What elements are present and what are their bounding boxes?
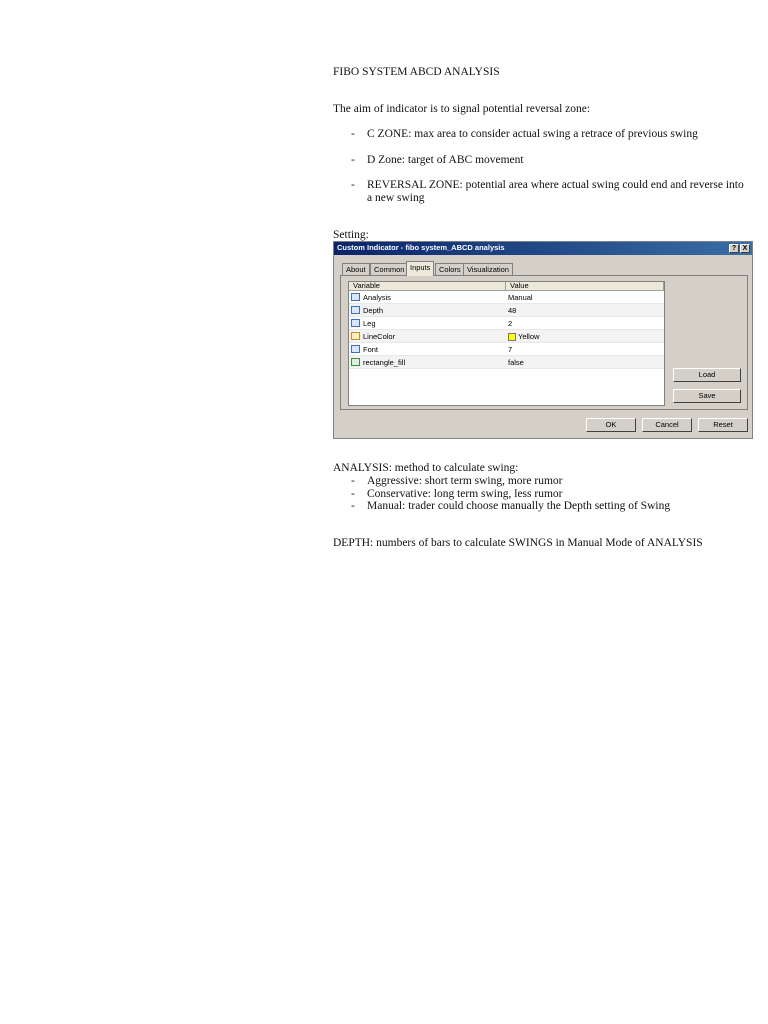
bullet-dash: - <box>351 154 355 166</box>
input-row-font[interactable] <box>349 343 664 356</box>
tab-colors[interactable]: Colors <box>435 263 465 275</box>
input-name: LineColor <box>363 332 396 341</box>
column-header-value[interactable]: Value <box>506 282 664 291</box>
color-name: Yellow <box>518 332 540 341</box>
input-name: Leg <box>363 319 376 328</box>
load-button[interactable]: Load <box>673 368 741 382</box>
input-value-color[interactable] <box>508 332 539 341</box>
input-row-linecolor[interactable] <box>349 330 664 343</box>
color-swatch-icon <box>508 333 516 341</box>
bullet-dash: - <box>351 128 355 140</box>
dialog-titlebar[interactable] <box>334 242 752 255</box>
input-name: Analysis <box>363 293 391 302</box>
help-button[interactable]: ? <box>729 244 739 253</box>
numeric-param-icon <box>351 345 360 353</box>
custom-indicator-dialog <box>333 241 753 439</box>
boolean-param-icon <box>351 358 360 366</box>
input-name: Depth <box>363 306 384 315</box>
reset-button[interactable]: Reset <box>698 418 748 432</box>
save-button[interactable]: Save <box>673 389 741 403</box>
input-row-analysis[interactable] <box>349 291 664 304</box>
depth-text: DEPTH: numbers of bars to calculate SWINGS in Manual Mode of ANALYSIS <box>333 537 703 549</box>
tab-about[interactable]: About <box>342 263 370 275</box>
inputs-grid <box>348 281 665 406</box>
input-name: Font <box>363 345 379 354</box>
analysis-aggressive: Aggressive: short term swing, more rumor <box>367 475 563 487</box>
close-button[interactable]: X <box>740 244 750 253</box>
bullet-dash: - <box>351 475 355 487</box>
input-value[interactable]: false <box>508 358 524 367</box>
tab-visualization[interactable]: Visualization <box>463 263 513 275</box>
setting-label: Setting: <box>333 229 369 241</box>
input-value[interactable]: 7 <box>508 345 513 354</box>
bullet-dash: - <box>351 179 355 191</box>
analysis-manual: Manual: trader could choose manually the Depth setting of Swing <box>367 500 671 512</box>
ok-button[interactable]: OK <box>586 418 636 432</box>
dialog-title: Custom Indicator - fibo system_ABCD analysis <box>337 243 505 252</box>
numeric-param-icon <box>351 306 360 314</box>
intro-text: The aim of indicator is to signal potential reversal zone: <box>333 103 591 115</box>
reversal-zone-item-cont: a new swing <box>367 192 425 204</box>
bullet-dash: - <box>351 488 355 500</box>
zone-d-item: D Zone: target of ABC movement <box>367 154 524 166</box>
tab-common[interactable]: Common <box>370 263 408 275</box>
input-value[interactable]: Manual <box>508 293 533 302</box>
cancel-button[interactable]: Cancel <box>642 418 692 432</box>
zone-c-item: C ZONE: max area to consider actual swing a retrace of previous swing <box>367 128 698 140</box>
numeric-param-icon <box>351 319 360 327</box>
tab-inputs[interactable]: Inputs <box>406 261 434 276</box>
input-row-depth[interactable] <box>349 304 664 317</box>
input-value[interactable]: 48 <box>508 306 517 315</box>
reversal-zone-item: REVERSAL ZONE: potential area where actual swing could end and reverse into <box>367 179 744 191</box>
bullet-dash: - <box>351 500 355 512</box>
column-header-variable[interactable]: Variable <box>349 282 506 291</box>
numeric-param-icon <box>351 293 360 301</box>
analysis-heading: ANALYSIS: method to calculate swing: <box>333 462 519 474</box>
input-row-rectangle-fill[interactable] <box>349 356 664 369</box>
doc-title: FIBO SYSTEM ABCD ANALYSIS <box>333 66 500 78</box>
color-param-icon <box>351 332 360 340</box>
analysis-conservative: Conservative: long term swing, less rumor <box>367 488 563 500</box>
input-value[interactable]: 2 <box>508 319 513 328</box>
input-name: rectangle_fill <box>363 358 406 367</box>
input-row-leg[interactable] <box>349 317 664 330</box>
inputs-panel <box>340 275 748 410</box>
